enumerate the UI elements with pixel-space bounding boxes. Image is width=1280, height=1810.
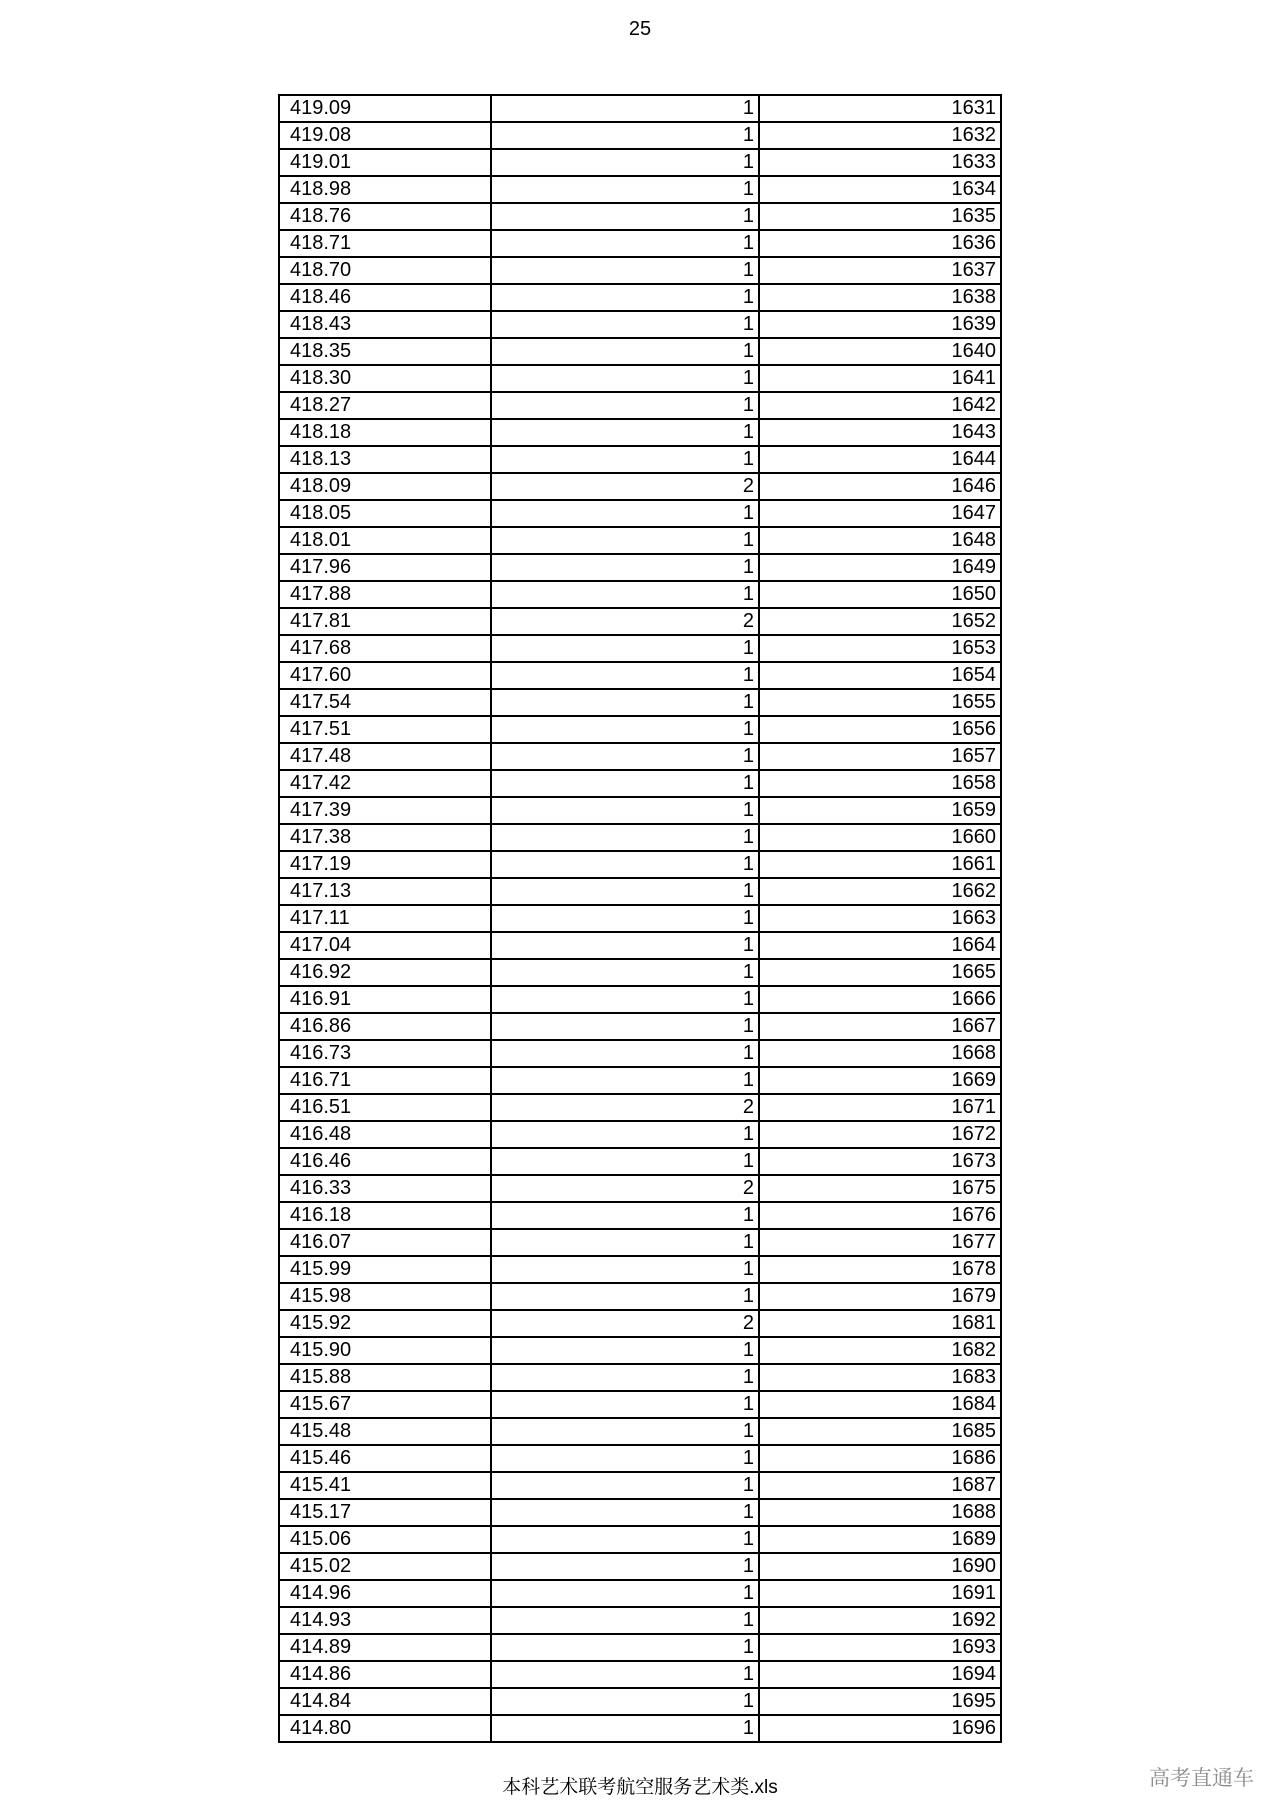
page-number: 25 bbox=[628, 18, 652, 40]
table-row bbox=[279, 446, 1001, 473]
score-cell: 415.98 bbox=[279, 1283, 491, 1310]
score-cell: 416.73 bbox=[279, 1040, 491, 1067]
count-cell: 1 bbox=[491, 1364, 759, 1391]
cumulative-cell: 1641 bbox=[759, 365, 1001, 392]
score-cell: 415.41 bbox=[279, 1472, 491, 1499]
cumulative-cell: 1636 bbox=[759, 230, 1001, 257]
score-cell: 416.86 bbox=[279, 1013, 491, 1040]
cumulative-cell: 1637 bbox=[759, 257, 1001, 284]
watermark: 高考直通车 bbox=[1149, 1767, 1254, 1790]
count-cell: 1 bbox=[491, 392, 759, 419]
cumulative-cell: 1672 bbox=[759, 1121, 1001, 1148]
cumulative-cell: 1648 bbox=[759, 527, 1001, 554]
table-row bbox=[279, 230, 1001, 257]
table-row bbox=[279, 1121, 1001, 1148]
table-row bbox=[279, 743, 1001, 770]
table-row bbox=[279, 824, 1001, 851]
cumulative-cell: 1669 bbox=[759, 1067, 1001, 1094]
count-cell: 1 bbox=[491, 878, 759, 905]
score-cell: 417.96 bbox=[279, 554, 491, 581]
score-table-body bbox=[279, 95, 1001, 1742]
score-cell: 415.67 bbox=[279, 1391, 491, 1418]
cumulative-cell: 1695 bbox=[759, 1688, 1001, 1715]
count-cell: 1 bbox=[491, 797, 759, 824]
score-cell: 418.70 bbox=[279, 257, 491, 284]
cumulative-cell: 1631 bbox=[759, 95, 1001, 122]
cumulative-cell: 1654 bbox=[759, 662, 1001, 689]
score-cell: 417.04 bbox=[279, 932, 491, 959]
cumulative-cell: 1639 bbox=[759, 311, 1001, 338]
table-row bbox=[279, 1175, 1001, 1202]
cumulative-cell: 1675 bbox=[759, 1175, 1001, 1202]
score-cell: 416.33 bbox=[279, 1175, 491, 1202]
table-row bbox=[279, 1391, 1001, 1418]
table-row bbox=[279, 1580, 1001, 1607]
table-row bbox=[279, 203, 1001, 230]
table-row bbox=[279, 1310, 1001, 1337]
cumulative-cell: 1643 bbox=[759, 419, 1001, 446]
cumulative-cell: 1693 bbox=[759, 1634, 1001, 1661]
count-cell: 1 bbox=[491, 662, 759, 689]
score-cell: 415.88 bbox=[279, 1364, 491, 1391]
score-cell: 417.48 bbox=[279, 743, 491, 770]
count-cell: 1 bbox=[491, 635, 759, 662]
table-row bbox=[279, 1283, 1001, 1310]
table-row bbox=[279, 1229, 1001, 1256]
cumulative-cell: 1665 bbox=[759, 959, 1001, 986]
count-cell: 1 bbox=[491, 1202, 759, 1229]
count-cell: 1 bbox=[491, 1634, 759, 1661]
score-cell: 414.86 bbox=[279, 1661, 491, 1688]
score-cell: 414.93 bbox=[279, 1607, 491, 1634]
score-cell: 415.99 bbox=[279, 1256, 491, 1283]
score-cell: 418.76 bbox=[279, 203, 491, 230]
cumulative-cell: 1640 bbox=[759, 338, 1001, 365]
table-row bbox=[279, 851, 1001, 878]
score-cell: 417.11 bbox=[279, 905, 491, 932]
table-row bbox=[279, 1553, 1001, 1580]
score-cell: 418.30 bbox=[279, 365, 491, 392]
score-cell: 415.17 bbox=[279, 1499, 491, 1526]
score-cell: 416.46 bbox=[279, 1148, 491, 1175]
count-cell: 1 bbox=[491, 1526, 759, 1553]
table-row bbox=[279, 554, 1001, 581]
table-row bbox=[279, 932, 1001, 959]
cumulative-cell: 1678 bbox=[759, 1256, 1001, 1283]
cumulative-cell: 1633 bbox=[759, 149, 1001, 176]
count-cell: 1 bbox=[491, 554, 759, 581]
count-cell: 1 bbox=[491, 230, 759, 257]
score-cell: 415.02 bbox=[279, 1553, 491, 1580]
table-row bbox=[279, 1418, 1001, 1445]
score-cell: 419.01 bbox=[279, 149, 491, 176]
score-cell: 414.84 bbox=[279, 1688, 491, 1715]
score-cell: 417.68 bbox=[279, 635, 491, 662]
table-row bbox=[279, 122, 1001, 149]
table-row bbox=[279, 1688, 1001, 1715]
count-cell: 1 bbox=[491, 446, 759, 473]
table-row bbox=[279, 905, 1001, 932]
table-row bbox=[279, 473, 1001, 500]
table-row bbox=[279, 959, 1001, 986]
cumulative-cell: 1683 bbox=[759, 1364, 1001, 1391]
count-cell: 1 bbox=[491, 122, 759, 149]
cumulative-cell: 1679 bbox=[759, 1283, 1001, 1310]
score-cell: 417.54 bbox=[279, 689, 491, 716]
cumulative-cell: 1659 bbox=[759, 797, 1001, 824]
cumulative-cell: 1657 bbox=[759, 743, 1001, 770]
table-row bbox=[279, 1040, 1001, 1067]
table-row bbox=[279, 1445, 1001, 1472]
cumulative-cell: 1688 bbox=[759, 1499, 1001, 1526]
count-cell: 1 bbox=[491, 1391, 759, 1418]
cumulative-cell: 1647 bbox=[759, 500, 1001, 527]
table-row bbox=[279, 797, 1001, 824]
count-cell: 2 bbox=[491, 473, 759, 500]
count-cell: 1 bbox=[491, 1661, 759, 1688]
score-cell: 415.90 bbox=[279, 1337, 491, 1364]
score-cell: 418.43 bbox=[279, 311, 491, 338]
table-row bbox=[279, 1715, 1001, 1742]
cumulative-cell: 1673 bbox=[759, 1148, 1001, 1175]
cumulative-cell: 1660 bbox=[759, 824, 1001, 851]
count-cell: 1 bbox=[491, 1013, 759, 1040]
count-cell: 2 bbox=[491, 1310, 759, 1337]
table-row bbox=[279, 1067, 1001, 1094]
cumulative-cell: 1686 bbox=[759, 1445, 1001, 1472]
score-cell: 417.51 bbox=[279, 716, 491, 743]
cumulative-cell: 1694 bbox=[759, 1661, 1001, 1688]
cumulative-cell: 1658 bbox=[759, 770, 1001, 797]
score-cell: 417.38 bbox=[279, 824, 491, 851]
cumulative-cell: 1687 bbox=[759, 1472, 1001, 1499]
score-cell: 414.96 bbox=[279, 1580, 491, 1607]
table-row bbox=[279, 581, 1001, 608]
table-row bbox=[279, 662, 1001, 689]
score-cell: 417.39 bbox=[279, 797, 491, 824]
count-cell: 1 bbox=[491, 1337, 759, 1364]
score-cell: 418.01 bbox=[279, 527, 491, 554]
cumulative-cell: 1677 bbox=[759, 1229, 1001, 1256]
score-cell: 415.48 bbox=[279, 1418, 491, 1445]
score-cell: 416.91 bbox=[279, 986, 491, 1013]
count-cell: 1 bbox=[491, 1607, 759, 1634]
table-row bbox=[279, 986, 1001, 1013]
count-cell: 1 bbox=[491, 1688, 759, 1715]
table-row bbox=[279, 149, 1001, 176]
table-row bbox=[279, 1256, 1001, 1283]
table-row bbox=[279, 1364, 1001, 1391]
score-cell: 416.71 bbox=[279, 1067, 491, 1094]
count-cell: 1 bbox=[491, 95, 759, 122]
cumulative-cell: 1691 bbox=[759, 1580, 1001, 1607]
score-cell: 419.08 bbox=[279, 122, 491, 149]
count-cell: 1 bbox=[491, 176, 759, 203]
table-row bbox=[279, 1337, 1001, 1364]
cumulative-cell: 1652 bbox=[759, 608, 1001, 635]
count-cell: 1 bbox=[491, 311, 759, 338]
cumulative-cell: 1690 bbox=[759, 1553, 1001, 1580]
score-cell: 418.05 bbox=[279, 500, 491, 527]
cumulative-cell: 1663 bbox=[759, 905, 1001, 932]
cumulative-cell: 1634 bbox=[759, 176, 1001, 203]
count-cell: 1 bbox=[491, 284, 759, 311]
count-cell: 1 bbox=[491, 689, 759, 716]
table-row bbox=[279, 770, 1001, 797]
score-cell: 418.46 bbox=[279, 284, 491, 311]
table-row bbox=[279, 527, 1001, 554]
count-cell: 1 bbox=[491, 338, 759, 365]
table-row bbox=[279, 1607, 1001, 1634]
cumulative-cell: 1649 bbox=[759, 554, 1001, 581]
count-cell: 1 bbox=[491, 1256, 759, 1283]
count-cell: 2 bbox=[491, 1094, 759, 1121]
table-row bbox=[279, 878, 1001, 905]
count-cell: 1 bbox=[491, 1715, 759, 1742]
score-cell: 418.98 bbox=[279, 176, 491, 203]
count-cell: 1 bbox=[491, 1283, 759, 1310]
count-cell: 2 bbox=[491, 608, 759, 635]
score-cell: 416.92 bbox=[279, 959, 491, 986]
score-cell: 417.13 bbox=[279, 878, 491, 905]
table-row bbox=[279, 1148, 1001, 1175]
count-cell: 1 bbox=[491, 527, 759, 554]
table-row bbox=[279, 1634, 1001, 1661]
table-row bbox=[279, 1499, 1001, 1526]
count-cell: 2 bbox=[491, 1175, 759, 1202]
cumulative-cell: 1684 bbox=[759, 1391, 1001, 1418]
table-row bbox=[279, 1661, 1001, 1688]
table-row bbox=[279, 716, 1001, 743]
table-row bbox=[279, 1013, 1001, 1040]
count-cell: 1 bbox=[491, 959, 759, 986]
score-cell: 418.18 bbox=[279, 419, 491, 446]
cumulative-cell: 1653 bbox=[759, 635, 1001, 662]
count-cell: 1 bbox=[491, 203, 759, 230]
score-cell: 417.42 bbox=[279, 770, 491, 797]
count-cell: 1 bbox=[491, 257, 759, 284]
score-cell: 418.35 bbox=[279, 338, 491, 365]
score-cell: 418.09 bbox=[279, 473, 491, 500]
cumulative-cell: 1646 bbox=[759, 473, 1001, 500]
cumulative-cell: 1682 bbox=[759, 1337, 1001, 1364]
cumulative-cell: 1681 bbox=[759, 1310, 1001, 1337]
table-row bbox=[279, 500, 1001, 527]
score-cell: 416.48 bbox=[279, 1121, 491, 1148]
count-cell: 1 bbox=[491, 1445, 759, 1472]
score-cell: 416.07 bbox=[279, 1229, 491, 1256]
cumulative-cell: 1655 bbox=[759, 689, 1001, 716]
cumulative-cell: 1638 bbox=[759, 284, 1001, 311]
cumulative-cell: 1662 bbox=[759, 878, 1001, 905]
footer-filename: 本科艺术联考航空服务艺术类.xls bbox=[502, 1777, 778, 1798]
cumulative-cell: 1635 bbox=[759, 203, 1001, 230]
count-cell: 1 bbox=[491, 1121, 759, 1148]
score-table bbox=[278, 94, 1002, 1743]
score-cell: 415.92 bbox=[279, 1310, 491, 1337]
cumulative-cell: 1671 bbox=[759, 1094, 1001, 1121]
score-cell: 418.71 bbox=[279, 230, 491, 257]
cumulative-cell: 1689 bbox=[759, 1526, 1001, 1553]
cumulative-cell: 1696 bbox=[951, 1717, 996, 1739]
count-cell: 1 bbox=[491, 851, 759, 878]
score-cell: 417.81 bbox=[279, 608, 491, 635]
count-cell: 1 bbox=[491, 1553, 759, 1580]
cumulative-cell: 1668 bbox=[759, 1040, 1001, 1067]
table-row bbox=[279, 419, 1001, 446]
cumulative-cell: 1650 bbox=[759, 581, 1001, 608]
cumulative-cell: 1656 bbox=[759, 716, 1001, 743]
cumulative-cell: 1685 bbox=[759, 1418, 1001, 1445]
count-cell: 1 bbox=[491, 419, 759, 446]
table-row bbox=[279, 257, 1001, 284]
cumulative-cell: 1632 bbox=[759, 122, 1001, 149]
count-cell: 1 bbox=[491, 1472, 759, 1499]
count-cell: 1 bbox=[491, 743, 759, 770]
score-cell: 414.89 bbox=[279, 1634, 491, 1661]
cumulative-cell: 1661 bbox=[759, 851, 1001, 878]
count-cell: 1 bbox=[491, 1229, 759, 1256]
score-cell: 416.18 bbox=[279, 1202, 491, 1229]
count-cell: 1 bbox=[491, 1040, 759, 1067]
cumulative-cell: 1692 bbox=[759, 1607, 1001, 1634]
cumulative-cell: 1667 bbox=[759, 1013, 1001, 1040]
count-cell: 1 bbox=[491, 1067, 759, 1094]
score-cell: 418.27 bbox=[279, 392, 491, 419]
table-row bbox=[279, 392, 1001, 419]
table-row bbox=[279, 176, 1001, 203]
count-cell: 1 bbox=[491, 932, 759, 959]
table-row bbox=[279, 1202, 1001, 1229]
score-cell: 416.51 bbox=[279, 1094, 491, 1121]
score-cell: 417.19 bbox=[279, 851, 491, 878]
table-row bbox=[279, 689, 1001, 716]
table-row bbox=[279, 1094, 1001, 1121]
count-cell: 1 bbox=[491, 905, 759, 932]
count-cell: 1 bbox=[491, 986, 759, 1013]
count-cell: 1 bbox=[491, 1148, 759, 1175]
count-cell: 1 bbox=[491, 1499, 759, 1526]
table-row bbox=[279, 1526, 1001, 1553]
score-cell: 418.13 bbox=[279, 446, 491, 473]
table-row bbox=[279, 311, 1001, 338]
cumulative-cell: 1676 bbox=[759, 1202, 1001, 1229]
count-cell: 1 bbox=[491, 1580, 759, 1607]
table-row bbox=[279, 95, 1001, 122]
table-row bbox=[279, 365, 1001, 392]
cumulative-cell: 1642 bbox=[759, 392, 1001, 419]
table-row bbox=[279, 1472, 1001, 1499]
count-cell: 1 bbox=[491, 500, 759, 527]
table-row bbox=[279, 635, 1001, 662]
count-cell: 1 bbox=[491, 149, 759, 176]
count-cell: 1 bbox=[491, 716, 759, 743]
table-row bbox=[279, 608, 1001, 635]
count-cell: 1 bbox=[491, 824, 759, 851]
score-cell: 417.60 bbox=[279, 662, 491, 689]
count-cell: 1 bbox=[491, 365, 759, 392]
score-cell: 417.88 bbox=[279, 581, 491, 608]
cumulative-cell: 1664 bbox=[759, 932, 1001, 959]
count-cell: 1 bbox=[491, 770, 759, 797]
score-cell: 415.46 bbox=[279, 1445, 491, 1472]
score-cell: 414.80 bbox=[279, 1715, 491, 1742]
count-cell: 1 bbox=[491, 1418, 759, 1445]
cumulative-cell: 1666 bbox=[759, 986, 1001, 1013]
cumulative-cell: 1644 bbox=[759, 446, 1001, 473]
score-cell: 415.06 bbox=[279, 1526, 491, 1553]
table-row bbox=[279, 284, 1001, 311]
count-cell: 1 bbox=[491, 581, 759, 608]
score-cell: 419.09 bbox=[279, 95, 491, 122]
table-row bbox=[279, 338, 1001, 365]
